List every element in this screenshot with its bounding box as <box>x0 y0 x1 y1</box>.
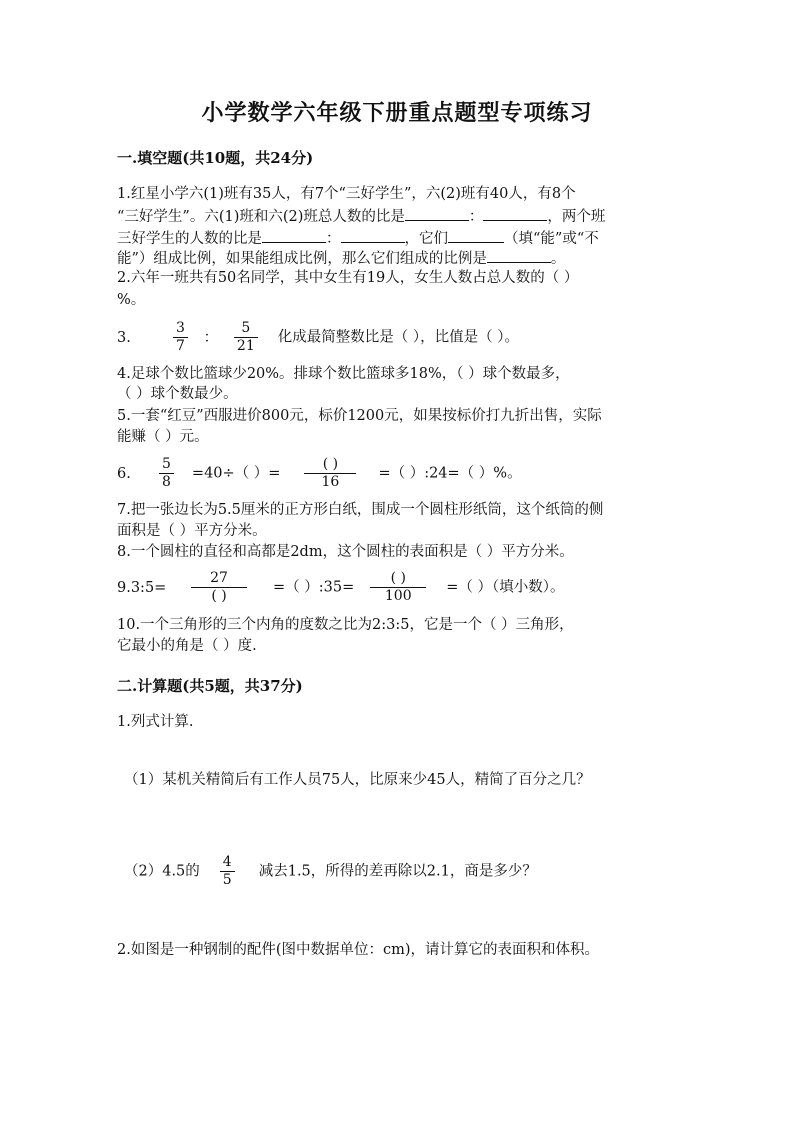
q9-f1-denominator: ( ) <box>211 588 227 604</box>
q1-blank-total-ratio-b[interactable] <box>483 206 547 221</box>
q1-line-3-text: 三好学生的人数的比是 <box>117 231 262 247</box>
q3-f2-denominator: 21 <box>236 338 255 354</box>
q1-line-1: 1.红星小学六(1)班有35人，有7个“三好学生”，六(2)班有40人，有8个 <box>117 186 576 202</box>
q9-f2-numerator: ( ) <box>390 570 406 586</box>
q1-colon: ： <box>468 209 484 225</box>
q6-row <box>117 456 522 491</box>
c1-part-2-fraction <box>220 854 235 889</box>
c1-p2-numerator: 4 <box>222 854 232 870</box>
q9-text-1: =（ ）:35= <box>273 579 355 596</box>
q8-line-1: 8.一个圆柱的直径和高都是2dm，这个圆柱的表面积是（ ）平方分米。 <box>117 544 574 560</box>
q9-f1-numerator: 27 <box>210 570 228 586</box>
q7-line-1: 7.把一张边长为5.5厘米的正方形白纸，围成一个圆柱形纸筒，这个纸筒的侧 <box>117 502 604 518</box>
q1-blank-proportion[interactable] <box>487 248 551 263</box>
q9-row <box>117 570 565 605</box>
q3-f1-denominator: 7 <box>176 338 185 354</box>
c2-label: 2.如图是一种钢制的配件(图中数据单位：cm)，请计算它的表面积和体积。 <box>117 942 600 958</box>
q1-line-3-tail: （填“能”或“不 <box>504 231 599 247</box>
c1-part-2 <box>124 854 537 889</box>
q1-blank-student-ratio-a[interactable] <box>262 228 326 243</box>
q5-line-1: 5.一套“红豆”西服进价800元，标价1200元，如果按标价打九折出售，实际 <box>117 408 602 424</box>
q3-label: 3. <box>117 329 131 346</box>
q6-f1-denominator: 8 <box>162 474 171 490</box>
q1-line-2 <box>117 206 605 227</box>
q1-blank-can-form[interactable] <box>448 228 504 243</box>
q1-line-3-mid: ，它们 <box>404 231 448 247</box>
q1-line-4-text: 能”）组成比例，如果能组成比例，那么它们组成的比例是 <box>117 251 487 267</box>
q1-blank-total-ratio-a[interactable] <box>405 206 469 221</box>
q3-f2-numerator: 5 <box>241 320 251 336</box>
q6-f2-denominator: 16 <box>321 474 340 490</box>
q2-line-2: %。 <box>117 292 146 308</box>
section-calculation-heading: 二.计算题(共5题，共37分) <box>117 677 303 695</box>
q1-line-2-tail: ，两个班 <box>547 209 606 225</box>
q1-colon-2: ： <box>326 231 341 247</box>
q1-line-4 <box>117 248 565 269</box>
c1-part-1: （1）某机关精简后有工作人员75人，比原来少45人，精简了百分之几？ <box>124 772 591 788</box>
q6-f1-numerator: 5 <box>162 456 171 472</box>
q9-fraction-1 <box>191 570 247 605</box>
c1-part-2-text-b: 减去1.5，所得的差再除以2.1，商是多少？ <box>258 863 537 880</box>
q6-fraction-2 <box>304 456 356 491</box>
q6-label: 6. <box>117 465 131 482</box>
q4-line-2: （ ）球个数最少。 <box>117 386 238 402</box>
q9-label: 9.3:5= <box>117 579 167 596</box>
c1-part-2-text-a: （2）4.5的 <box>124 863 200 880</box>
q7-line-2: 面积是（ ）平方分米。 <box>117 523 267 539</box>
q1-line-3 <box>117 228 599 249</box>
q3-fraction-2 <box>234 320 258 355</box>
q3-row <box>117 320 519 355</box>
q5-line-2: 能赚（ ）元。 <box>117 429 209 445</box>
q2-line-1: 2.六年一班共有50名同学，其中女生有19人，女生人数占总人数的（ ） <box>117 270 579 286</box>
q9-fraction-2 <box>370 570 426 605</box>
q6-text-1: =40÷（ ）= <box>191 465 281 482</box>
section-fill-in-blanks-heading: 一.填空题(共10题，共24分) <box>117 149 314 167</box>
q3-colon: ： <box>203 329 219 346</box>
q3-fraction-1 <box>173 320 188 355</box>
q6-f2-numerator: ( ) <box>322 456 339 472</box>
q3-f1-numerator: 3 <box>176 320 185 336</box>
q6-text-2: =（ ）:24=（ ）%。 <box>378 465 522 482</box>
q1-line-2-text: “三好学生”。六(1)班和六(2)班总人数的比是 <box>117 209 405 225</box>
q9-f2-denominator: 100 <box>384 588 412 604</box>
q1-line-4-tail: 。 <box>550 251 566 267</box>
c1-p2-denominator: 5 <box>222 872 232 888</box>
q4-line-1: 4.足球个数比篮球少20%。排球个数比篮球多18%，（ ）球个数最多， <box>117 366 570 382</box>
q10-line-2: 它最小的角是（ ）度. <box>117 638 257 654</box>
q1-blank-student-ratio-b[interactable] <box>341 228 405 243</box>
q9-text-2: =（ ）（填小数）。 <box>446 579 565 596</box>
q6-fraction-1 <box>159 456 174 491</box>
q3-text: 化成最简整数比是（ ），比值是（ ）。 <box>277 329 519 346</box>
c1-label: 1.列式计算. <box>117 714 194 730</box>
page-title: 小学数学六年级下册重点题型专项练习 <box>201 100 593 126</box>
q10-line-1: 10.一个三角形的三个内角的度数之比为2:3:5，它是一个（ ）三角形， <box>117 617 574 633</box>
